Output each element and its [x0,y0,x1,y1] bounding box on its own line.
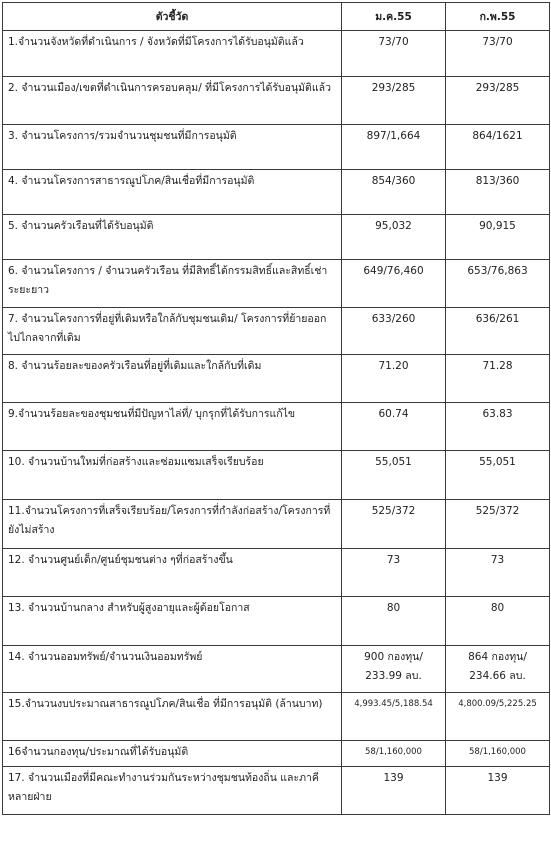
table-row [3,308,550,355]
jan-value: 525/372 [342,500,446,549]
indicator-label: 11.จำนวนโครงการที่เสร็จเรียบร้อย/โครงการที่กำลังก่อสร้าง/โครงการที่ยังไม่สร้าง [3,500,342,549]
feb-value: 636/261 [446,308,550,355]
feb-value: 58/1,160,000 [446,741,550,767]
feb-value: 864 กองทุน/ 234.66 ลบ. [446,646,550,693]
table-row [3,500,550,549]
indicator-label: 1.จำนวนจังหวัดที่ดำเนินการ / จังหวัดที่มีโครงการได้รับอนุมัติแล้ว [3,31,342,77]
indicator-label: 8. จำนวนร้อยละของครัวเรือนที่อยู่ที่เดิมและใกล้กับที่เดิม [3,355,342,403]
jan-value: 80 [342,597,446,646]
header-jan-2012: ม.ค.55 [342,3,446,31]
table-row [3,767,550,815]
table-row [3,451,550,500]
feb-value: 293/285 [446,77,550,125]
feb-value: 864/1621 [446,125,550,170]
feb-value: 80 [446,597,550,646]
table-row [3,77,550,125]
feb-value: 55,051 [446,451,550,500]
indicator-label: 3. จำนวนโครงการ/รวมจำนวนชุมชนที่มีการอนุมัติ [3,125,342,170]
table-row [3,355,550,403]
feb-value: 90,915 [446,215,550,260]
indicator-label: 7. จำนวนโครงการที่อยู่ที่เดิมหรือใกล้กับชุมชนเดิม/ โครงการที่ย้ายออกไปไกลจากที่เดิม [3,308,342,355]
jan-value: 649/76,460 [342,260,446,308]
table-row [3,403,550,451]
table-row [3,170,550,215]
jan-value: 95,032 [342,215,446,260]
indicator-label: 15.จำนวนงบประมาณสาธารณูปโภค/สินเชื่อ ที่มีการอนุมัติ (ล้านบาท) [3,693,342,741]
feb-value: 139 [446,767,550,815]
jan-value: 58/1,160,000 [342,741,446,767]
indicators-table [2,2,550,815]
jan-value: 73/70 [342,31,446,77]
feb-value: 63.83 [446,403,550,451]
jan-value: 71.20 [342,355,446,403]
indicator-label: 9.จำนวนร้อยละของชุมชนที่มีปัญหาไล่ที่/ บุกรุกที่ได้รับการแก้ไข [3,403,342,451]
indicator-label: 12. จำนวนศูนย์เด็ก/ศูนย์ชุมชนต่าง ๆที่ก่อสร้างขึ้น [3,549,342,597]
jan-value: 897/1,664 [342,125,446,170]
jan-value: 854/360 [342,170,446,215]
table-row [3,215,550,260]
jan-value: 633/260 [342,308,446,355]
feb-value: 653/76,863 [446,260,550,308]
feb-value: 73/70 [446,31,550,77]
indicator-label: 5. จำนวนครัวเรือนที่ได้รับอนุมัติ [3,215,342,260]
table-row [3,741,550,767]
feb-value: 813/360 [446,170,550,215]
header-feb-2012: ก.พ.55 [446,3,550,31]
feb-value: 4,800.09/5,225.25 [446,693,550,741]
table-row [3,693,550,741]
indicator-label: 4. จำนวนโครงการสาธารณูปโภค/สินเชื่อที่มีการอนุมัติ [3,170,342,215]
jan-value: 60.74 [342,403,446,451]
indicator-label: 13. จำนวนบ้านกลาง สำหรับผู้สูงอายุและผู้ด้อยโอกาส [3,597,342,646]
table-row [3,125,550,170]
indicator-label: 17. จำนวนเมืองที่มีคณะทำงานร่วมกันระหว่างชุมชนท้องถิ่น และภาคีหลายฝ่าย [3,767,342,815]
jan-value: 73 [342,549,446,597]
feb-value: 525/372 [446,500,550,549]
indicator-label: 6. จำนวนโครงการ / จำนวนครัวเรือน ที่มีสิทธิ์ได้กรรมสิทธิ์และสิทธิ์เช่าระยะยาว [3,260,342,308]
jan-value: 4,993.45/5,188.54 [342,693,446,741]
table-row [3,31,550,77]
jan-value: 55,051 [342,451,446,500]
jan-value: 139 [342,767,446,815]
jan-value: 900 กองทุน/ 233.99 ลบ. [342,646,446,693]
table-row [3,260,550,308]
table-row [3,646,550,693]
header-indicator: ตัวชี้วัด [3,3,342,31]
table-row [3,597,550,646]
indicator-label: 2. จำนวนเมือง/เขตที่ดำเนินการครอบคลุม/ ที่มีโครงการได้รับอนุมัติแล้ว [3,77,342,125]
feb-value: 71.28 [446,355,550,403]
header-row [3,3,550,31]
feb-value: 73 [446,549,550,597]
table-row [3,549,550,597]
indicator-label: 14. จำนวนออมทรัพย์/จำนวนเงินออมทรัพย์ [3,646,342,693]
jan-value: 293/285 [342,77,446,125]
indicator-label: 10. จำนวนบ้านใหม่ที่ก่อสร้างและซ่อมแซมเสร็จเรียบร้อย [3,451,342,500]
indicator-label: 16จำนวนกองทุน/ประมาณที่ได้รับอนุมัติ [3,741,342,767]
